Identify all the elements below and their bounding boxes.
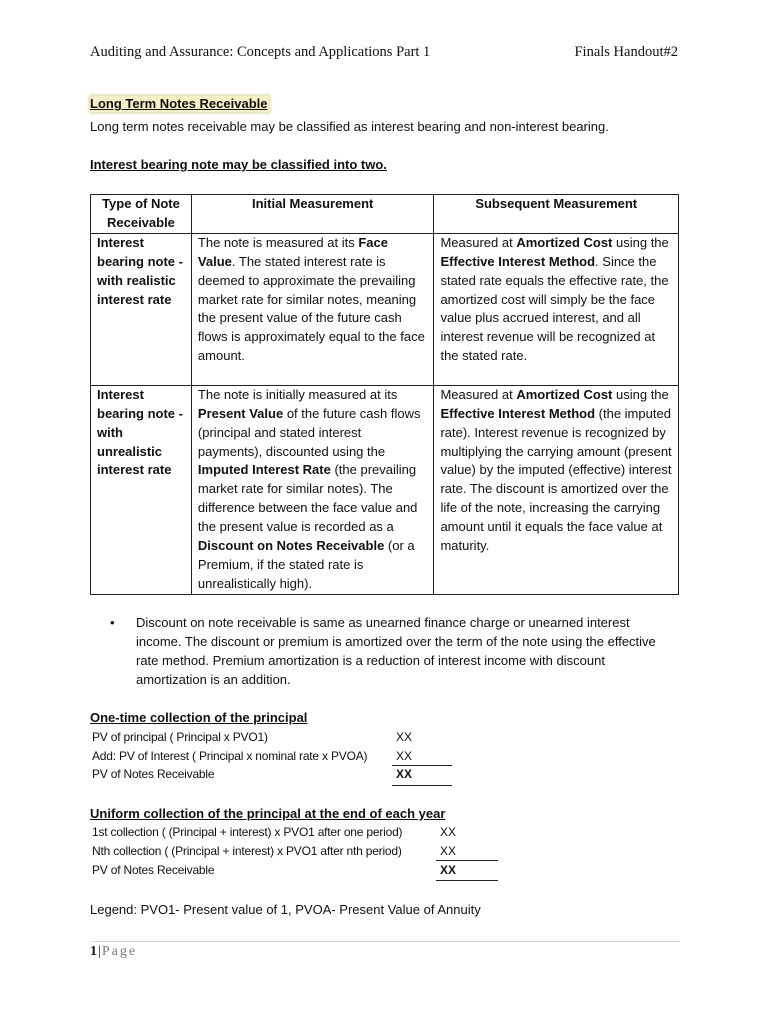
initial-measurement-cell bbox=[191, 385, 434, 594]
calc1-row-label: PV of principal ( Principal x PVO1) bbox=[92, 730, 268, 744]
page-word: Page bbox=[101, 944, 138, 959]
bold-term: Effective Interest Method bbox=[440, 253, 596, 269]
header-course-title: Auditing and Assurance: Concepts and Applications Part 1 bbox=[90, 44, 431, 60]
subtotal-rule bbox=[436, 860, 498, 861]
subsequent-measurement-cell bbox=[434, 385, 679, 594]
bold-term: Effective Interest Method bbox=[440, 405, 596, 421]
table-row bbox=[91, 385, 679, 594]
table-subtitle: Interest bearing note may be classified into two. bbox=[90, 157, 387, 172]
total-rule bbox=[392, 785, 452, 786]
note-type-cell: Interest bearing note - with unrealistic interest rate bbox=[91, 385, 192, 594]
calc2-row-label: PV of Notes Receivable bbox=[92, 863, 215, 877]
calc1-total-value: XX bbox=[396, 767, 413, 781]
calc1-row-label: PV of Notes Receivable bbox=[92, 767, 215, 781]
cell-text: Measured at bbox=[440, 386, 517, 402]
intro-paragraph: Long term notes receivable may be classified as interest bearing and non-interest bearing. bbox=[90, 119, 609, 134]
table-row bbox=[91, 233, 679, 385]
page-header bbox=[90, 44, 678, 68]
column-header-type: Type of Note Receivable bbox=[91, 195, 192, 234]
section-title: Long Term Notes Receivable bbox=[90, 96, 268, 111]
column-header-subsequent: Subsequent Measurement bbox=[434, 195, 679, 234]
initial-measurement-cell bbox=[191, 233, 434, 385]
calc2-total-value: XX bbox=[440, 863, 457, 877]
cell-text: (the imputed rate). Interest revenue is recognized by multiplying the carrying amount (present value) by the imputed (effective) interest rate. The discount is amortized over the life of the note, increasing the carrying amount until it equals the face value at maturity. bbox=[440, 405, 672, 554]
column-header-initial: Initial Measurement bbox=[191, 195, 434, 234]
cell-text: The note is measured at its bbox=[197, 234, 359, 250]
cell-text: using the bbox=[612, 386, 669, 402]
cell-text: of the future cash flows (principal and stated interest payments), discounted using the bbox=[197, 405, 421, 459]
bullet-dot-icon: • bbox=[110, 615, 115, 630]
cell-text: Measured at bbox=[440, 234, 517, 250]
calc2-row-value: XX bbox=[440, 825, 457, 839]
subsequent-measurement-cell bbox=[434, 233, 679, 385]
subtotal-rule bbox=[392, 765, 452, 766]
table-header-row bbox=[91, 195, 679, 234]
cell-text: (the prevailing market rate for similar notes). The difference between the face value and the present value is recorded as a bbox=[197, 462, 418, 535]
footer-divider bbox=[90, 941, 680, 942]
bold-term: Amortized Cost bbox=[516, 234, 613, 250]
note-type-cell: Interest bearing note - with realistic interest rate bbox=[91, 233, 192, 385]
calc2-row-label: 1st collection ( (Principal + interest) x PVO1 after one period) bbox=[92, 825, 403, 839]
calc1-row-label: Add: PV of Interest ( Principal x nominal rate x PVOA) bbox=[92, 749, 368, 763]
bold-term: Imputed Interest Rate bbox=[197, 462, 331, 478]
notes-table bbox=[90, 194, 679, 595]
calc2-title: Uniform collection of the principal at the end of each year bbox=[90, 806, 446, 821]
cell-text: using the bbox=[612, 234, 669, 250]
bullet-text: Discount on note receivable is same as unearned finance charge or unearned interest income. The discount or premium is amortized over the term of the note using the effective rate method. Premium amortization is a reduction of interest income with discount amortization is an addition. bbox=[136, 615, 656, 687]
page-footer bbox=[90, 944, 137, 960]
total-rule bbox=[436, 880, 498, 881]
bullet-item bbox=[110, 613, 670, 689]
bold-term: Amortized Cost bbox=[516, 386, 613, 402]
calc2-row-value: XX bbox=[440, 844, 457, 858]
footer-separator: | bbox=[98, 944, 101, 959]
cell-text: The note is initially measured at its bbox=[197, 386, 398, 402]
calc1-row-value: XX bbox=[396, 730, 413, 744]
calc1-title: One-time collection of the principal bbox=[90, 710, 308, 725]
bold-term: Discount on Notes Receivable bbox=[197, 538, 385, 554]
bold-term: Face Value bbox=[197, 234, 388, 269]
page-number: 1 bbox=[90, 944, 97, 959]
calc1-row-value: XX bbox=[396, 749, 413, 763]
legend-text: Legend: PVO1- Present value of 1, PVOA- Present Value of Annuity bbox=[90, 902, 481, 917]
cell-text: (or a Premium, if the stated rate is unrealistically high). bbox=[197, 538, 415, 591]
cell-text: . The stated interest rate is deemed to approximate the prevailing market rate for similar notes, meaning the present value of the future cash flows is approximately equal to the face amount. bbox=[197, 253, 425, 364]
header-handout-label: Finals Handout#2 bbox=[574, 44, 678, 60]
bold-term: Present Value bbox=[197, 405, 284, 421]
cell-text: . Since the stated rate equals the effective rate, the amortized cost will simply be the face value plus accrued interest, and all interest revenue will be recognized at the stated rate. bbox=[440, 253, 669, 364]
calc2-row-label: Nth collection ( (Principal + interest) x PVO1 after nth period) bbox=[92, 844, 402, 858]
